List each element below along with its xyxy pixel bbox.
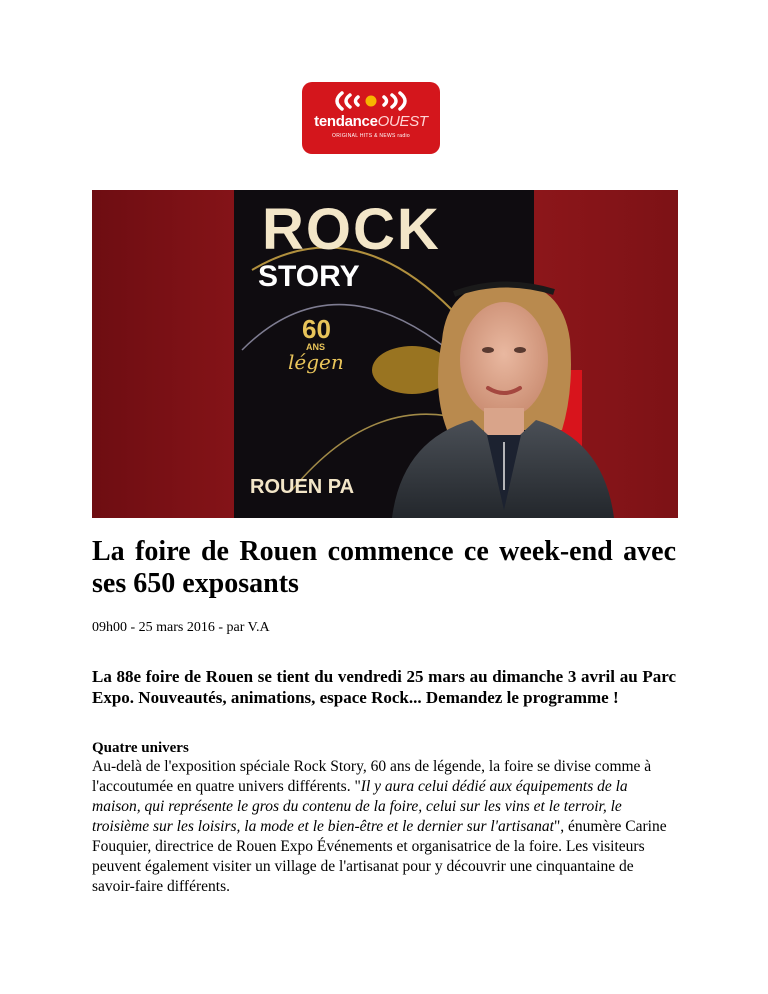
poster-years: 60 xyxy=(302,314,331,344)
article-meta: 09h00 - 25 mars 2016 - par V.A xyxy=(92,620,270,635)
poster-ans: ANS xyxy=(306,342,326,352)
article-body xyxy=(92,757,676,897)
logo-wordmark xyxy=(302,114,440,130)
article-headline: La foire de Rouen commence ce week-end avec ses 650 exposants xyxy=(92,536,676,599)
article-photo xyxy=(92,190,678,518)
poster-bottom-text: ROUEN PA xyxy=(250,476,355,498)
article-lead: La 88e foire de Rouen se tient du vendredi 25 mars au dimanche 3 avril au Parc Expo. Nouveautés, animations, espace Rock... Demandez le programme ! xyxy=(92,667,676,707)
body-intro: Au-delà de l'exposition spéciale Rock Story, 60 ans de légende, la foire se divise comme à l'accoutumée en quatre univers différents. " xyxy=(92,758,652,795)
body-quote: Il y aura celui dédié aux équipements de la maison, qui représente le gros du contenu de la foire, celui sur les vins et le terroir, le troisième sur les loisirs, la mode et le bien-être et le dernier sur l'artisanat xyxy=(92,778,628,835)
logo-brand: tendance xyxy=(314,113,378,130)
radio-waves-icon xyxy=(328,91,414,111)
tendance-ouest-logo xyxy=(302,82,440,154)
section-title: Quatre univers xyxy=(92,740,189,756)
logo-brand-accent: OUEST xyxy=(377,113,428,130)
poster-story-title: STORY xyxy=(258,260,360,293)
logo-tagline: ORIGINAL HITS & NEWS radio xyxy=(332,133,410,139)
poster-rock-title: ROCK xyxy=(262,197,441,262)
poster-script: légen xyxy=(288,350,344,374)
body-rest: ", énumère Carine Fouquier, directrice de Rouen Expo Événements et organisatrice de la foire. Les visiteurs peuvent également visiter un village de l'artisanat pour y découvrir une cinquantaine de savoir-faire différents. xyxy=(92,818,667,895)
